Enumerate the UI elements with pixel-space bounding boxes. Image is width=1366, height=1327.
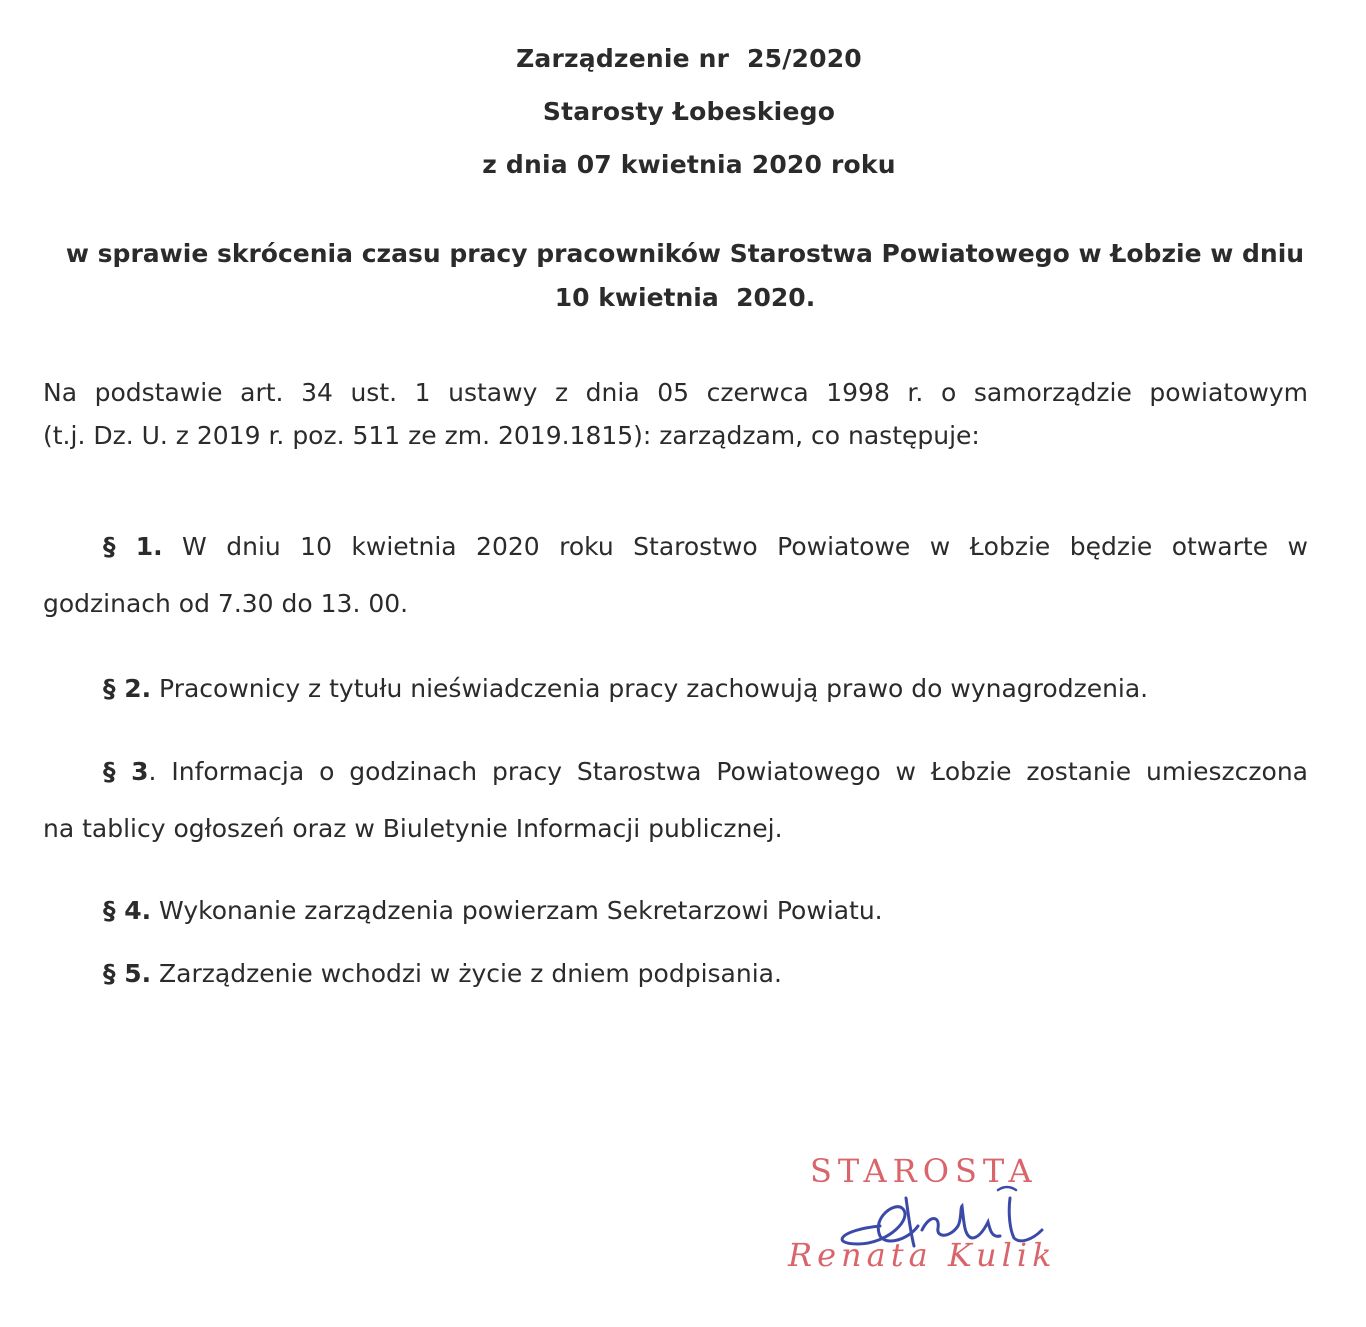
paragraph-1-label: § 1. bbox=[103, 532, 163, 561]
paragraph-1-line-2: godzinach od 7.30 do 13. 00. bbox=[43, 589, 409, 618]
stamp-name: Renata Kulik bbox=[788, 1236, 1057, 1274]
paragraph-1-text: W dniu 10 kwietnia 2020 roku Starostwo Powiatowe w Łobzie będzie otwarte w bbox=[162, 532, 1308, 561]
paragraph-5-text: Zarządzenie wchodzi w życie z dniem podpisania. bbox=[151, 959, 782, 988]
stamp-title: STAROSTA bbox=[810, 1152, 1038, 1190]
paragraph-2-label: § 2. bbox=[103, 674, 152, 703]
official-stamp bbox=[780, 1148, 1080, 1288]
document-title: Zarządzenie nr 25/2020 bbox=[516, 44, 862, 73]
paragraph-2-text: Pracownicy z tytułu nieświadczenia pracy zachowują prawo do wynagrodzenia. bbox=[151, 674, 1149, 703]
legal-basis-line-1: Na podstawie art. 34 ust. 1 ustawy z dnia 05 czerwca 1998 r. o samorządzie powiatowym bbox=[43, 378, 1308, 407]
paragraph-3-line-2: na tablicy ogłoszeń oraz w Biuletynie Informacji publicznej. bbox=[43, 814, 783, 843]
paragraph-4 bbox=[103, 896, 883, 925]
paragraph-1-line-1 bbox=[103, 532, 1308, 561]
paragraph-4-text: Wykonanie zarządzenia powierzam Sekretarzowi Powiatu. bbox=[151, 896, 883, 925]
paragraph-2 bbox=[103, 674, 1148, 703]
paragraph-4-label: § 4. bbox=[103, 896, 152, 925]
document-date: z dnia 07 kwietnia 2020 roku bbox=[482, 150, 896, 179]
document-issuer: Starosty Łobeskiego bbox=[542, 97, 836, 126]
paragraph-3-text: . Informacja o godzinach pracy Starostwa Powiatowego w Łobzie zostanie umieszczona bbox=[148, 757, 1308, 786]
subject-line-1: w sprawie skrócenia czasu pracy pracowników Starostwa Powiatowego w Łobzie w dniu bbox=[65, 239, 1305, 268]
paragraph-3-label: § 3 bbox=[103, 757, 149, 786]
subject-line-2: 10 kwietnia 2020. bbox=[554, 283, 816, 312]
legal-basis-line-2: (t.j. Dz. U. z 2019 r. poz. 511 ze zm. 2019.1815): zarządzam, co następuje: bbox=[43, 421, 980, 450]
paragraph-5 bbox=[103, 959, 782, 988]
paragraph-5-label: § 5. bbox=[103, 959, 152, 988]
paragraph-3-line-1 bbox=[103, 757, 1308, 786]
